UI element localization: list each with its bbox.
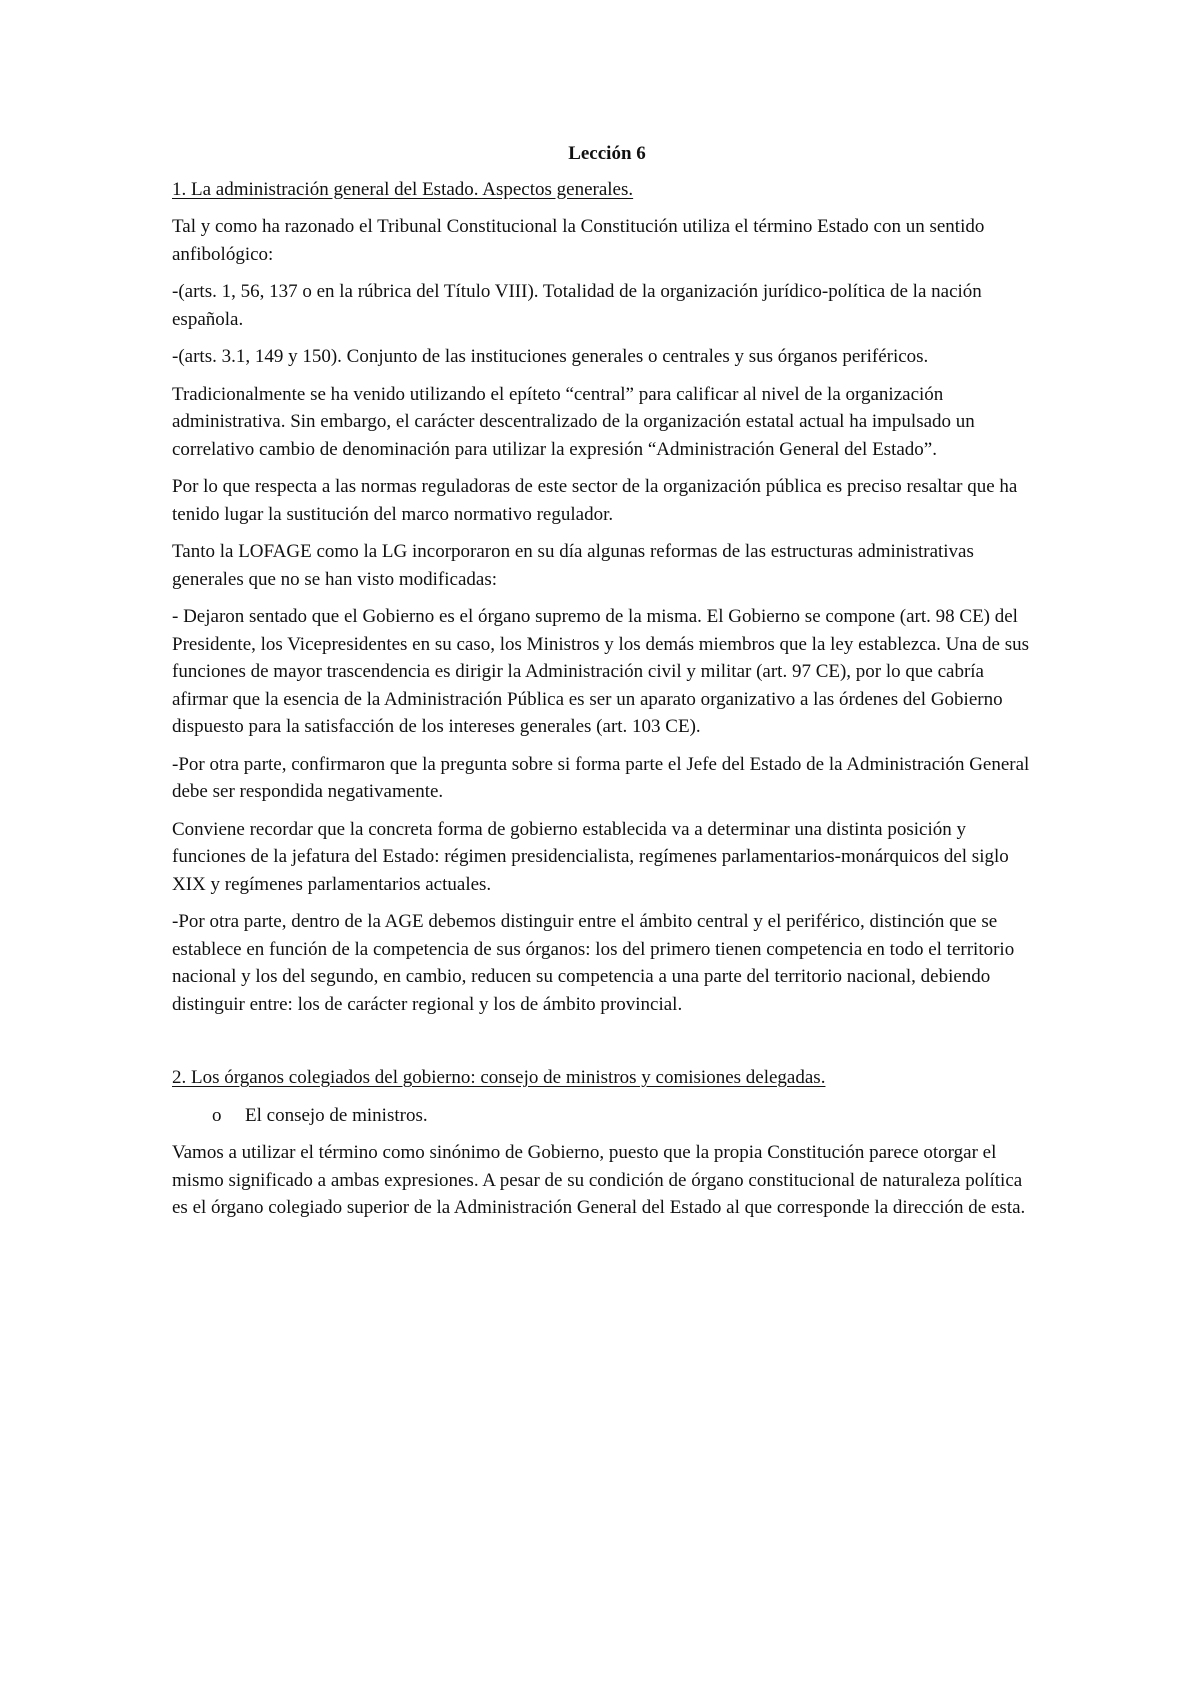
section-1-heading: 1. La administración general del Estado. Aspectos generales. <box>172 178 634 200</box>
section-1-paragraph: -Por otra parte, confirmaron que la pregunta sobre si forma parte el Jefe del Estado de la Administración General debe ser respondida negativamente. <box>172 753 1030 802</box>
section-1-paragraph: Tradicionalmente se ha venido utilizando el epíteto “central” para calificar al nivel de la organización administrativa. Sin embargo, el carácter descentralizado de la organización estatal actual ha impulsado un correlativo cambio de denominación para utilizar la expresión “Administración General del Estado”. <box>172 383 975 460</box>
section-1-paragraph: Por lo que respecta a las normas reguladoras de este sector de la organización pública es preciso resaltar que ha tenido lugar la sustitución del marco normativo regulador. <box>172 476 1018 525</box>
bullet-marker: o <box>212 1104 222 1126</box>
bullet-text: El consejo de ministros. <box>245 1104 428 1126</box>
bullet-item <box>172 1102 1042 1130</box>
section-1-paragraph: -(arts. 1, 56, 137 o en la rúbrica del Título VIII). Totalidad de la organización jurídico-política de la nación española. <box>172 281 982 330</box>
section-1-paragraph: Conviene recordar que la concreta forma de gobierno establecida va a determinar una distinta posición y funciones de la jefatura del Estado: régimen presidencialista, regímenes parlamentarios-monárquicos del siglo XIX y regímenes parlamentarios actuales. <box>172 818 1009 895</box>
section-1-paragraph: - Dejaron sentado que el Gobierno es el órgano supremo de la misma. El Gobierno se compone (art. 98 CE) del Presidente, los Vicepresidentes en su caso, los Ministros y los demás miembros que la ley establezca. Una de sus funciones de mayor trascendencia es dirigir la Administración civil y militar (art. 97 CE), por lo que cabría afirmar que la esencia de la Administración Pública es ser un aparato organizativo a las órdenes del Gobierno dispuesto para la satisfacción de los intereses generales (art. 103 CE). <box>172 606 1030 737</box>
section-1-paragraph: Tanto la LOFAGE como la LG incorporaron en su día algunas reformas de las estructuras administrativas generales que no se han visto modificadas: <box>172 541 974 590</box>
section-1-paragraph: Tal y como ha razonado el Tribunal Constitucional la Constitución utiliza el término Estado con un sentido anfibológico: <box>172 216 985 265</box>
section-spacer <box>172 1028 1042 1064</box>
section-2-heading: 2. Los órganos colegiados del gobierno: consejo de ministros y comisiones delegadas. <box>172 1067 826 1088</box>
document-title: Lección 6 <box>568 143 646 164</box>
section-1-paragraph: -Por otra parte, dentro de la AGE debemos distinguir entre el ámbito central y el periférico, distinción que se establece en función de la competencia de sus órganos: los del primero tienen competencia en todo el territorio nacional y los del segundo, en cambio, reducen su competencia a una parte del territorio nacional, debiendo distinguir entre: los de carácter regional y los de ámbito provincial. <box>172 911 1015 1015</box>
section-1-paragraph: -(arts. 3.1, 149 y 150). Conjunto de las instituciones generales o centrales y sus órganos periféricos. <box>172 346 929 367</box>
section-2-paragraph: Vamos a utilizar el término como sinónimo de Gobierno, puesto que la propia Constitución parece otorgar el mismo significado a ambas expresiones. A pesar de su condición de órgano constitucional de naturaleza política es el órgano colegiado superior de la Administración General del Estado al que corresponde la dirección de esta. <box>172 1142 1026 1218</box>
document-page <box>172 140 1042 1232</box>
